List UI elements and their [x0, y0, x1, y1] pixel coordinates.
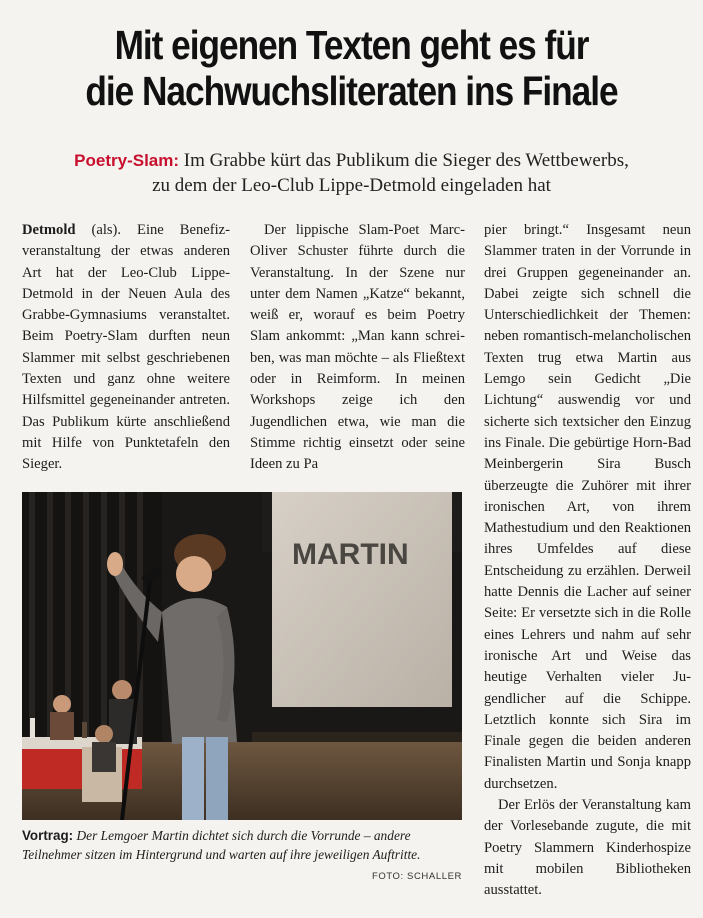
caption-label: Vortrag: — [22, 828, 74, 843]
article-column-1 — [22, 220, 230, 476]
paragraph-text: (als). Eine Benefizveranstaltung der etwas anderen Art hat der Leo-Club Lippe-Detmold in der Neuen Aula des Grabbe-Gymnasiums veranstaltet. Beim Poetry-Slam durften neun Slammer mit selbst geschriebenen Texten und ganz ohne weitere Hilfsmittel gegeneinander antreten. Das Publikum kürte anschließend mit Hilfe von Punktetafeln den Sieger. — [22, 222, 230, 473]
screen-text: MARTIN — [292, 538, 409, 571]
paragraph: Der lippische Slam-Poet Marc-Oliver Schuster führte durch die Veranstaltung. In der Szene nur unter dem Namen „Katze“ bekannt, weiß er, worauf es beim Poetry Slam ankommt: „Man kann schreiben, was man möchte – als Fließtext oder in Reimform. In meinen Workshops zeige ich den Jugendlichen etwa, wie man die Stimme richtig einsetzt oder seine Ideen zu Pa — [250, 222, 465, 473]
subheadline — [0, 148, 703, 198]
paragraph — [22, 220, 230, 476]
paragraph: pier bringt.“ Insgesamt neun Slammer traten in der Vorrunde in drei Gruppen gegeneinander an. Dabei zeigte sich schnell die Unterschiedlichkeit der Themen: neben romantisch-melancholischen Texten trug etwa Martin aus Lemgo sein Gedicht „Die Lichtung“ auswendig vor und sicherte sich textsicher den Einzug ins Finale. Die gebürtige Horn-Bad Meinbergerin Sira Busch überzeugte die Zuhörer mit ihrer ironischen Art, von ihrem Mathestudium und den Reaktionen ihres Umfeldes auf diese Entscheidung zu erzählen. Derweil hatte Dennis die Lacher auf seiner Seite: Er versetzte sich in die Rolle eines Lehrers und nahm auf sehr ironische Art und Weise das heutige Verhalten vieler Jugendlicher auf die Schippe. Letztlich konnte sich Sira im Finale gegen die beiden anderen Finalisten Martin und Sonja knapp durchsetzen. — [484, 222, 691, 792]
projection-screen — [272, 492, 452, 707]
headline-line-1: Mit eigenen Texten geht es für — [114, 22, 589, 68]
headline — [49, 22, 654, 114]
paragraph: Der Erlös der Veranstaltung kam der Vorlesebande zugute, die mit Poetry Slammern Kinderhospize mit mobilen Bibliotheken ausstattet. — [484, 797, 691, 899]
headline-line-2: die Nachwuchsliteraten ins Finale — [85, 68, 618, 114]
kicker: Poetry-Slam: — [74, 151, 180, 170]
photo-caption — [22, 826, 462, 886]
stage-photo-illustration — [22, 492, 462, 820]
subheadline-text-1: Im Grabbe kürt das Publikum die Sieger des Wettbewerbs, — [183, 150, 629, 171]
photo-credit: FOTO: SCHALLER — [371, 871, 462, 882]
article-photo — [22, 492, 462, 820]
article-column-2 — [250, 220, 465, 476]
subheadline-line-1 — [0, 148, 703, 173]
article-column-3 — [484, 220, 691, 902]
caption-text: Der Lemgoer Martin dichtet sich durch die Vorrunde – andere Teilnehmer sitzen im Hintergrund und warten auf ihre jeweiligen Auftritte. — [22, 828, 421, 862]
subheadline-line-2: zu dem der Leo-Club Lippe-Detmold eingeladen hat — [152, 175, 551, 196]
dateline: Detmold — [22, 222, 76, 238]
